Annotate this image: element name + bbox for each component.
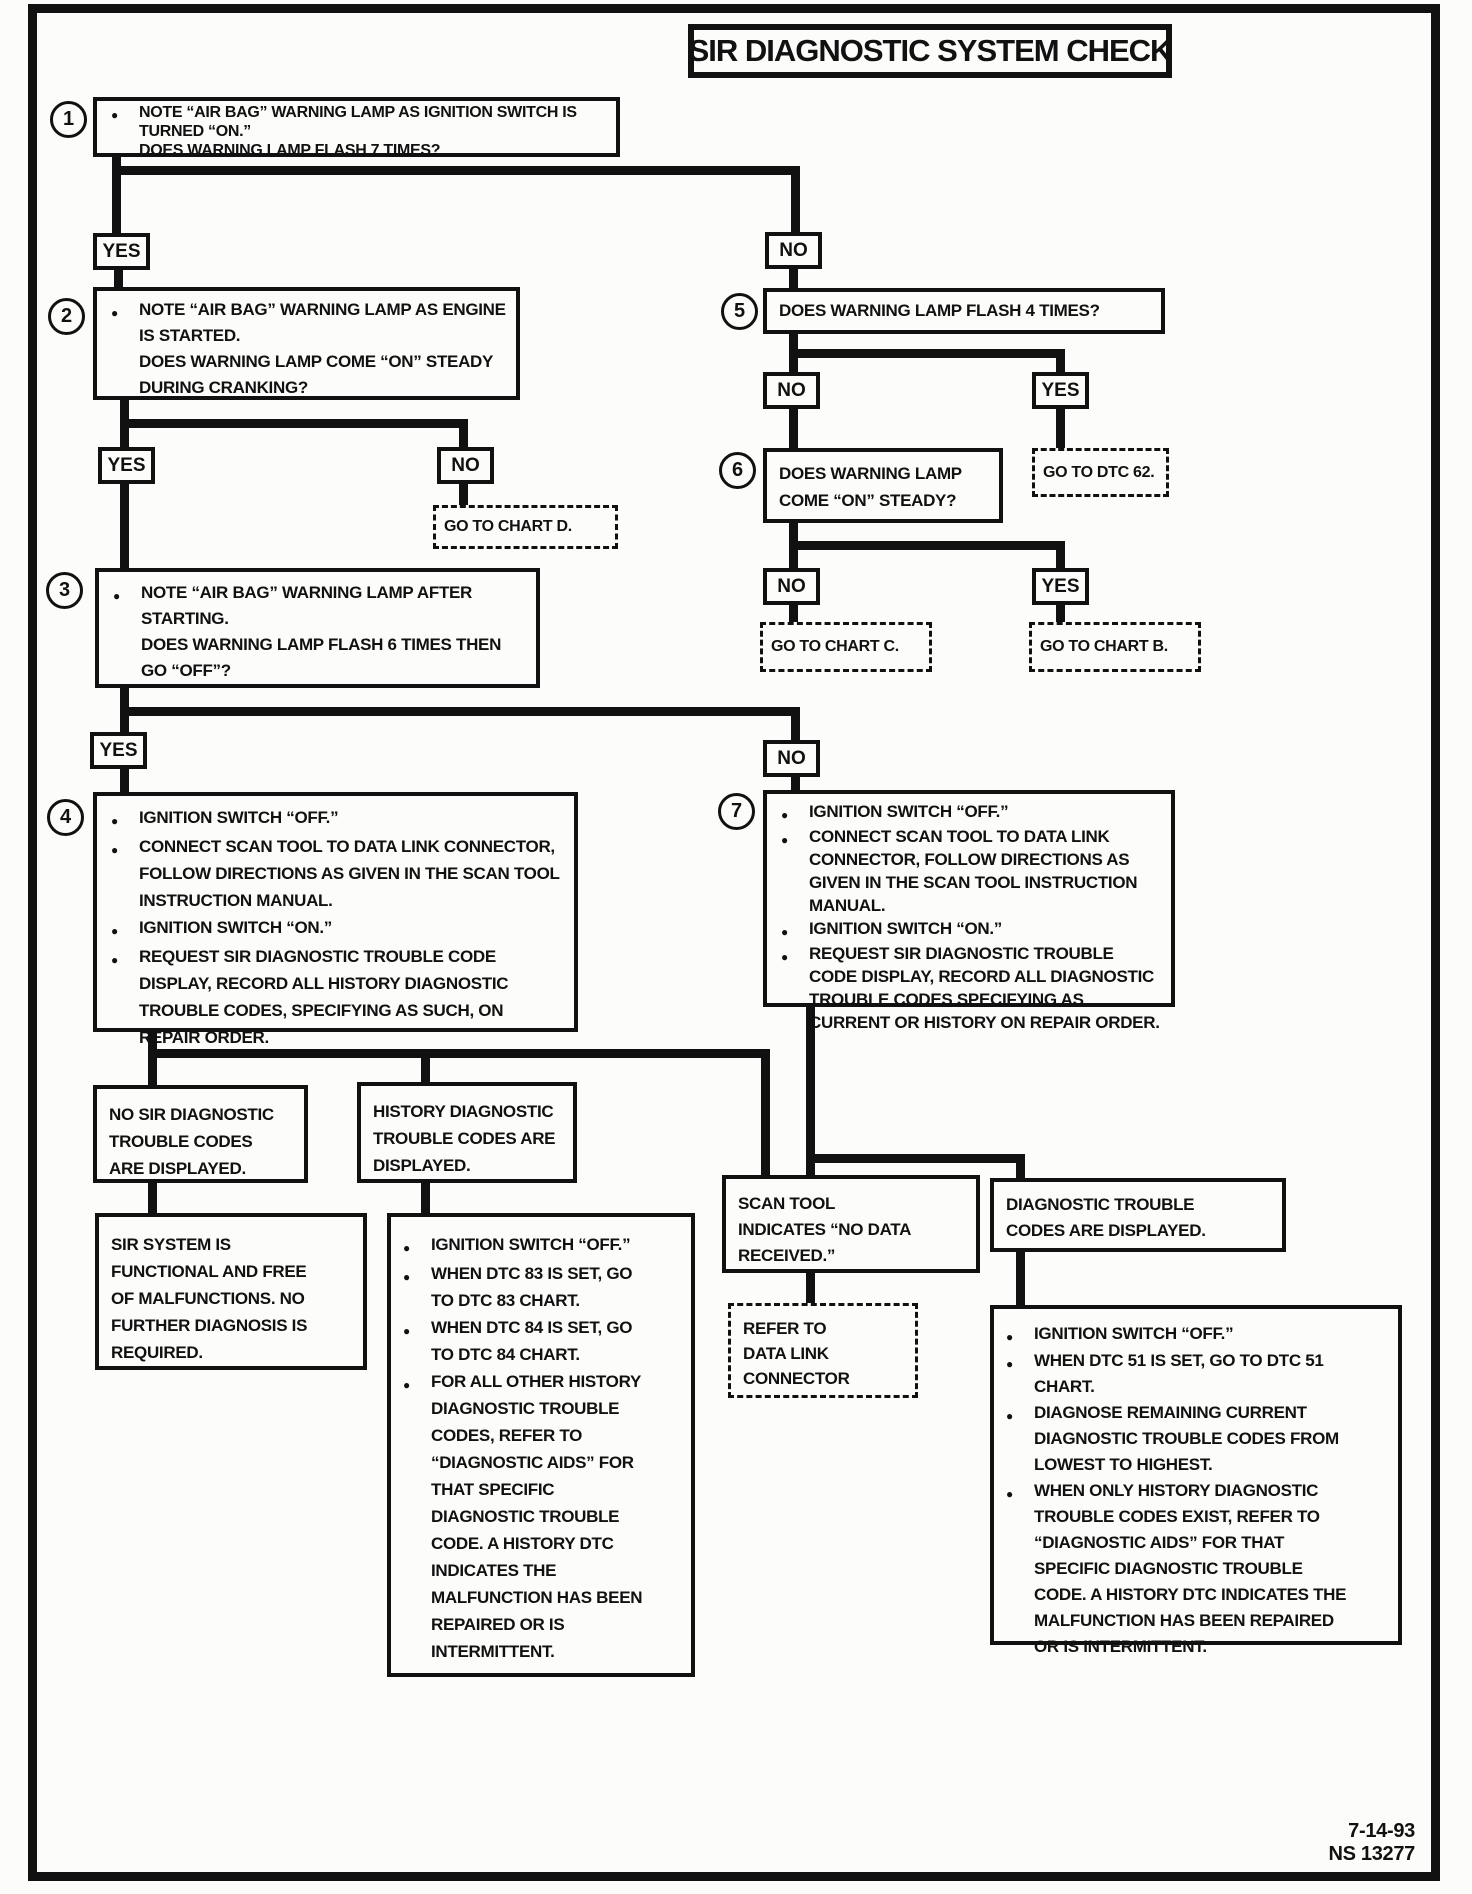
instruction-text: IGNITION SWITCH “OFF.” xyxy=(431,1235,631,1254)
bullet-icon xyxy=(781,942,809,1034)
flow-connector xyxy=(459,483,468,507)
instruction-item xyxy=(781,942,1161,1034)
history-actions-box xyxy=(387,1213,695,1677)
terminal-text: GO TO CHART B. xyxy=(1040,638,1168,655)
bullet-icon xyxy=(111,833,139,914)
flow-connector xyxy=(421,1049,430,1084)
bullet-icon xyxy=(111,804,139,833)
bullet-icon xyxy=(403,1260,431,1314)
instruction-item xyxy=(111,914,560,943)
instruction-text: WHEN DTC 84 IS SET, GO TO DTC 84 CHART. xyxy=(431,1318,633,1364)
step-7-number: 7 xyxy=(718,793,755,830)
branch-label-yes: YES xyxy=(93,233,150,270)
step-5-number: 5 xyxy=(721,293,758,330)
flow-connector xyxy=(114,267,123,289)
branch-label-no: NO xyxy=(763,372,820,409)
bullet-icon xyxy=(111,297,139,349)
instruction-text: REQUEST SIR DIAGNOSTIC TROUBLE CODE DISPLAY, RECORD ALL DIAGNOSTIC TROUBLE CODES SPECIFYING AS CURRENT OR HISTORY ON REPAIR ORDER. xyxy=(809,944,1160,1032)
step-1-box xyxy=(93,97,620,157)
flow-connector xyxy=(1056,604,1065,624)
terminal-text: GO TO CHART C. xyxy=(771,638,899,655)
branch-label-no: NO xyxy=(763,740,820,777)
terminal-text: GO TO CHART D. xyxy=(444,518,572,535)
instruction-item xyxy=(403,1231,655,1260)
instruction-item xyxy=(781,800,1161,825)
instruction-item xyxy=(781,825,1161,917)
terminal-text: DATA LINK xyxy=(743,1344,829,1363)
outcome-text: TROUBLE CODES xyxy=(109,1132,253,1151)
bullet-icon xyxy=(1006,1348,1034,1400)
instruction-item xyxy=(781,917,1161,942)
step-1-number: 1 xyxy=(50,101,87,138)
outcome-text: SCAN TOOL xyxy=(738,1194,836,1213)
branch-label-yes: YES xyxy=(1032,372,1089,409)
outcome-text: NO SIR DIAGNOSTIC xyxy=(109,1105,274,1124)
instruction-item xyxy=(1006,1478,1358,1660)
flow-connector xyxy=(148,1181,157,1215)
flow-connector xyxy=(1056,408,1065,450)
outcome-text: TROUBLE CODES ARE xyxy=(373,1129,556,1148)
revision-date: 7-14-93 xyxy=(1348,1820,1415,1842)
branch-label-yes: YES xyxy=(90,732,147,769)
flow-connector xyxy=(789,604,798,624)
question-text: DOES WARNING LAMP COME “ON” STEADY? xyxy=(779,464,962,510)
outcome-text: OF MALFUNCTIONS. NO xyxy=(111,1289,305,1308)
goto-chart-b-terminal xyxy=(1029,622,1201,672)
bullet-icon xyxy=(111,943,139,1051)
flow-connector xyxy=(112,166,800,175)
branch-label-no: NO xyxy=(763,568,820,605)
branch-label-no: NO xyxy=(437,447,494,484)
outcome-text: REQUIRED. xyxy=(111,1343,203,1362)
instruction-text: WHEN ONLY HISTORY DIAGNOSTIC TROUBLE CODES EXIST, REFER TO “DIAGNOSTIC AIDS” FOR THAT SPECIFIC DIAGNOSTIC TROUBLE CODE. A HISTORY DTC INDICATES THE MALFUNCTION HAS BEEN REPAIRED OR IS INTERMITTENT. xyxy=(1034,1481,1347,1656)
instruction-item xyxy=(1006,1400,1358,1478)
step-6-box xyxy=(763,448,1003,523)
instruction-text: IGNITION SWITCH “OFF.” xyxy=(1034,1324,1234,1343)
history-codes-box xyxy=(357,1082,577,1183)
instruction-text: CONNECT SCAN TOOL TO DATA LINK CONNECTOR, FOLLOW DIRECTIONS AS GIVEN IN THE SCAN TOOL INSTRUCTION MANUAL. xyxy=(809,827,1138,915)
flow-connector xyxy=(791,166,800,232)
outcome-text: HISTORY DIAGNOSTIC xyxy=(373,1102,554,1121)
outcome-text: FURTHER DIAGNOSIS IS xyxy=(111,1316,308,1335)
bullet-icon xyxy=(1006,1400,1034,1478)
page-title: SIR DIAGNOSTIC SYSTEM CHECK xyxy=(688,24,1172,78)
instruction-item xyxy=(111,103,608,141)
instruction-text: WHEN DTC 51 IS SET, GO TO DTC 51 CHART. xyxy=(1034,1351,1324,1396)
bullet-icon xyxy=(1006,1478,1034,1660)
bullet-icon xyxy=(111,103,139,141)
flow-connector xyxy=(789,349,1065,358)
sir-functional-box xyxy=(95,1213,367,1370)
step-3-box xyxy=(95,568,540,688)
flow-connector xyxy=(1016,1250,1025,1307)
step-6-number: 6 xyxy=(719,452,756,489)
outcome-text: SIR SYSTEM IS xyxy=(111,1235,231,1254)
bullet-icon xyxy=(403,1314,431,1368)
outcome-text: ARE DISPLAYED. xyxy=(109,1159,246,1178)
outcome-text: DIAGNOSTIC TROUBLE xyxy=(1006,1195,1195,1214)
instruction-item xyxy=(113,580,528,632)
step-7-box xyxy=(763,790,1175,1032)
bullet-icon xyxy=(111,914,139,943)
instruction-item xyxy=(1006,1348,1358,1400)
step-5-box xyxy=(763,288,1165,334)
instruction-item xyxy=(1006,1321,1358,1348)
step-4-number: 4 xyxy=(47,799,84,836)
branch-label-yes: YES xyxy=(98,447,155,484)
outcome-text: RECEIVED.” xyxy=(738,1246,836,1265)
flow-connector xyxy=(120,768,129,794)
goto-chart-c-terminal xyxy=(760,622,932,672)
bullet-icon xyxy=(113,580,141,632)
terminal-text: GO TO DTC 62. xyxy=(1043,463,1155,481)
flow-connector xyxy=(1056,541,1065,570)
goto-dtc-62-terminal xyxy=(1032,448,1169,497)
terminal-text: CONNECTOR xyxy=(743,1369,850,1388)
flow-connector xyxy=(1056,349,1065,374)
question-text: DOES WARNING LAMP FLASH 7 TIMES? xyxy=(139,142,441,159)
flow-connector xyxy=(421,1181,430,1215)
instruction-text: IGNITION SWITCH “ON.” xyxy=(139,918,332,937)
instruction-text: IGNITION SWITCH “OFF.” xyxy=(809,802,1009,821)
terminal-text: REFER TO xyxy=(743,1319,827,1338)
bullet-icon xyxy=(781,917,809,942)
instruction-text: IGNITION SWITCH “ON.” xyxy=(809,919,1002,938)
instruction-text: FOR ALL OTHER HISTORY DIAGNOSTIC TROUBLE CODES, REFER TO “DIAGNOSTIC AIDS” FOR THAT SPECIFIC DIAGNOSTIC TROUBLE CODE. A HISTORY DTC INDICATES THE MALFUNCTION HAS BEEN REPAIRED OR IS INTERMITTENT. xyxy=(431,1372,643,1661)
instruction-item xyxy=(111,943,560,1051)
instruction-text: DIAGNOSE REMAINING CURRENT DIAGNOSTIC TROUBLE CODES FROM LOWEST TO HIGHEST. xyxy=(1034,1403,1339,1474)
current-actions-box xyxy=(990,1305,1402,1656)
flow-connector xyxy=(120,707,800,716)
step-2-number: 2 xyxy=(48,298,85,335)
instruction-text: REQUEST SIR DIAGNOSTIC TROUBLE CODE DISPLAY, RECORD ALL HISTORY DIAGNOSTIC TROUBLE CODES, SPECIFYING AS SUCH, ON REPAIR ORDER. xyxy=(139,947,509,1047)
instruction-item xyxy=(403,1368,655,1665)
document-number: NS 13277 xyxy=(1328,1843,1415,1865)
branch-label-yes: YES xyxy=(1032,568,1089,605)
flow-connector xyxy=(761,1049,770,1177)
step-3-number: 3 xyxy=(46,572,83,609)
question-text: DOES WARNING LAMP COME “ON” STEADY DURING CRANKING? xyxy=(139,352,493,397)
instruction-text: NOTE “AIR BAG” WARNING LAMP AFTER STARTING. xyxy=(141,583,473,628)
outcome-text: DISPLAYED. xyxy=(373,1156,471,1175)
flow-connector xyxy=(806,1154,1025,1163)
scan-no-data-box xyxy=(722,1175,980,1273)
goto-chart-d-terminal xyxy=(433,505,618,549)
refer-dlc-terminal xyxy=(728,1303,918,1398)
no-codes-box xyxy=(93,1085,308,1183)
instruction-text: CONNECT SCAN TOOL TO DATA LINK CONNECTOR, FOLLOW DIRECTIONS AS GIVEN IN THE SCAN TOOL INSTRUCTION MANUAL. xyxy=(139,837,560,910)
instruction-item xyxy=(403,1260,655,1314)
flow-connector xyxy=(459,419,468,449)
outcome-text: INDICATES “NO DATA xyxy=(738,1220,912,1239)
flow-connector xyxy=(120,483,129,570)
instruction-item xyxy=(403,1314,655,1368)
question-text: DOES WARNING LAMP FLASH 4 TIMES? xyxy=(779,301,1100,320)
bullet-icon xyxy=(781,825,809,917)
flow-connector xyxy=(1016,1154,1025,1180)
flow-connector xyxy=(120,419,468,428)
instruction-item xyxy=(111,297,508,349)
dtc-displayed-box xyxy=(990,1178,1286,1252)
instruction-item xyxy=(111,833,560,914)
question-text: DOES WARNING LAMP FLASH 6 TIMES THEN GO “OFF”? xyxy=(141,635,502,680)
instruction-text: NOTE “AIR BAG” WARNING LAMP AS IGNITION SWITCH IS TURNED “ON.” xyxy=(139,104,577,140)
document-footer xyxy=(1150,1820,1415,1866)
bullet-icon xyxy=(403,1231,431,1260)
step-4-box xyxy=(93,792,578,1047)
instruction-text: WHEN DTC 83 IS SET, GO TO DTC 83 CHART. xyxy=(431,1264,633,1310)
instruction-text: IGNITION SWITCH “OFF.” xyxy=(139,808,339,827)
bullet-icon xyxy=(403,1368,431,1665)
flow-connector xyxy=(789,408,798,450)
bullet-icon xyxy=(781,800,809,825)
instruction-item xyxy=(111,804,560,833)
bullet-icon xyxy=(1006,1321,1034,1348)
instruction-text: NOTE “AIR BAG” WARNING LAMP AS ENGINE IS STARTED. xyxy=(139,300,506,345)
step-2-box xyxy=(93,287,520,400)
outcome-text: FUNCTIONAL AND FREE xyxy=(111,1262,307,1281)
outcome-text: CODES ARE DISPLAYED. xyxy=(1006,1221,1206,1240)
flow-connector xyxy=(806,1271,815,1305)
branch-label-no: NO xyxy=(765,232,822,269)
flow-connector xyxy=(789,266,798,290)
flow-connector xyxy=(789,541,1065,550)
flow-connector xyxy=(791,707,800,743)
